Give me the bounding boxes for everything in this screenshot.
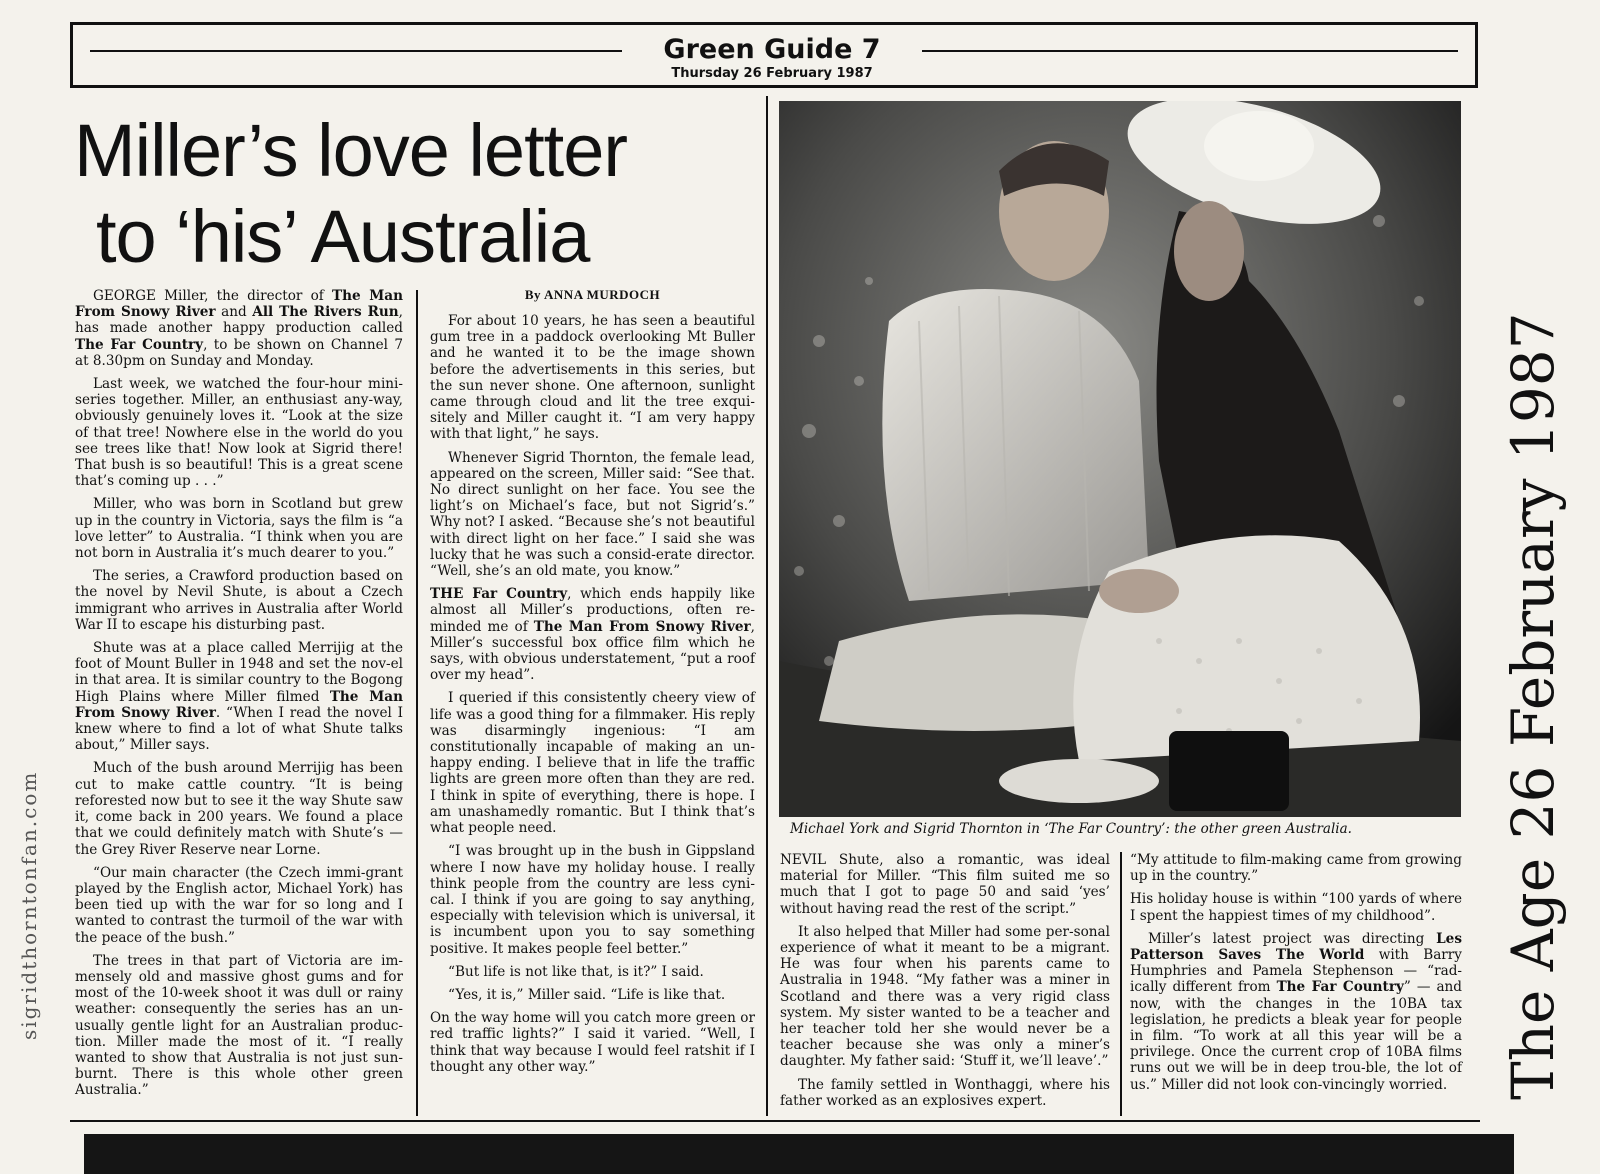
article-photo [779, 101, 1461, 817]
text-run: Whenever Sigrid Thornton, the female lead, appeared on the screen, Miller said: “See that. No direct sunlight on her face. You see the light’s on Michael’s face, but not Sigrid’s.” Why not? I asked. “Because she’s not beautiful with direct light on her face.” I said she was lucky that he was such a consid-erate director. “Well, she’s an old mate, you know.” [430, 449, 755, 580]
paragraph [780, 924, 1110, 1070]
paragraph [780, 852, 1110, 917]
issue-date: Thursday 26 February 1987 [671, 66, 873, 81]
paragraph [75, 953, 403, 1099]
paragraph [780, 1077, 1110, 1109]
paragraph [430, 987, 755, 1003]
paragraph [430, 964, 755, 980]
bold-title: The Far Country [75, 336, 204, 353]
text-run: with Barry Humphries and Pamela Stephenson — “rad-ically different from [1130, 947, 1462, 996]
photo-caption: Michael York and Sigrid Thornton in ‘The Far Country’: the other green Australia. [790, 821, 1352, 837]
text-run: Miller’s latest project was directing [1148, 930, 1437, 947]
text-run: . “When I read the novel I knew where to find a lot of what Shute talks about,” Miller says. [75, 704, 403, 754]
article-column-1 [75, 288, 403, 1106]
next-article-strip [84, 1134, 1514, 1174]
paragraph [430, 1010, 755, 1075]
text-run: Shute was at a place called Merrijig at the foot of Mount Buller in 1948 and set the nov-el in that area. It is similar country to the Bogong High Plains where Miller filmed [75, 640, 403, 705]
paragraph [430, 313, 755, 443]
bottom-rule [70, 1120, 1480, 1122]
bold-title: The Man From Snowy River [75, 288, 403, 321]
text-run: , Miller’s successful box office film which he says, with obvious understatement, “put a roof over my head”. [430, 618, 755, 684]
text-run: , has made another happy production called [75, 304, 403, 337]
bold-title: The Far Country [1276, 979, 1404, 996]
left-column-rule [416, 290, 418, 1116]
text-run: “But life is not like that, is it?” I said. [448, 963, 704, 980]
text-run: and [215, 304, 253, 321]
text-run: Last week, we watched the four-hour mini-series together. Miller, an enthusiast any-way, obviously genuinely loves it. “Look at the size of that tree! Nowhere else in the world do you see trees like that! Now look at Sigrid there! That bush is so beautiful! This is a great scene that’s coming up . . .” [75, 376, 403, 490]
side-masthead [1478, 80, 1573, 1110]
paragraph [75, 288, 403, 369]
bold-title: The Man From Snowy River [75, 688, 403, 721]
paragraph [430, 690, 755, 836]
article-column-2-wrap [430, 287, 755, 1082]
paragraph [75, 568, 403, 633]
paragraph [75, 496, 403, 561]
text-run: , which ends happily like almost all Miller’s productions, often re-minded me of [430, 586, 755, 635]
bold-title: Les Patterson Saves The World [1130, 930, 1462, 964]
text-run: On the way home will you catch more green or red traffic lights?” I said it varied. “Well, I think that way because I would feel ratshit if I thought any other way.” [430, 1010, 755, 1075]
watermark-text: sigridthorntonfan.com [17, 770, 41, 1040]
text-run: The series, a Crawford production based on the novel by Nevil Shute, is about a Czech immigrant who arrives in Australia after World War II to escape his disturbing past. [75, 568, 403, 633]
text-run: “I was brought up in the bush in Gippsland where I now have my holiday house. I really think people from the country are less cyni-cal. I think if you are going to say anything, especially with television which is universal, it is incumbent upon you to say something positive. It makes people feel better.” [430, 843, 755, 957]
text-run: Miller, who was born in Scotland but grew up in the country in Victoria, says the film is “a love letter” to Australia. “I think when you are not born in Australia it’s much dearer to you.” [75, 496, 403, 562]
text-run: His holiday house is within “100 yards of where I spent the happiest times of my childhood”. [1130, 891, 1462, 924]
side-masthead-text: The Age 26 February 1987 [1499, 312, 1567, 1100]
text-run: The family settled in Wonthaggi, where his father worked as an explosives expert. [780, 1076, 1110, 1109]
paragraph [430, 450, 755, 580]
text-run: , to be shown on Channel 7 at 8.30pm on Sunday and Monday. [75, 336, 403, 369]
article-column-4 [1130, 852, 1462, 1100]
paragraph [430, 586, 755, 683]
paragraph [1130, 891, 1462, 923]
article-column-3 [780, 852, 1110, 1116]
text-run: ” — and now, with the changes in the 10BA tax legislation, he predicts a bleak year for people in film. “To work at all this year will be a privilege. Once the current crop of 10BA films runs out we will be in deep trou-ble, the lot of us.” Miller did not look con-vincingly worried. [1130, 979, 1463, 1093]
text-run: I queried if this consistently cheery view of life was a good thing for a filmmaker. His reply was disarmingly ingenious: “I am constitutionally incapable of making an un-happy ending. I believe that in life the traffic lights are green more often than they are red. I think in spite of everything, there is hope. I am unashamedly romantic. But I think that’s what people need. [430, 690, 755, 837]
text-run: GEORGE Miller, the director of [93, 288, 333, 304]
text-run: For about 10 years, he has seen a beautiful gum tree in a paddock overlooking Mt Buller and he wanted it to be the image shown before the advertisements in this series, but the sun never shone. One afternoon, sunlight came through cloud and lit the tree exqui-sitely and Miller caught it. “I am very happy with that light,” he says. [430, 313, 755, 443]
paragraph [1130, 931, 1462, 1093]
bold-title: All The Rivers Run [252, 304, 399, 321]
bold-title: THE Far Country [430, 586, 568, 603]
paragraph [75, 760, 403, 857]
headline-line-1: Miller’s love letter [74, 109, 627, 192]
text-run: Much of the bush around Merrijig has been cut to make cattle country. “It is being reforested now but to see it the way Shute saw it, come back in 200 years. We found a place that we could definitely match with Shute’s — the Grey River Reserve near Lorne. [75, 760, 403, 858]
headline [74, 108, 774, 280]
paragraph [430, 843, 755, 956]
watermark [14, 700, 44, 1040]
paragraph [75, 376, 403, 489]
text-run: “Our main character (the Czech immi-grant played by the English actor, Michael York) has been tied up with the war for so long and I wanted to contrast the turmoil of the war with the peace of the bush.” [75, 864, 403, 946]
text-run: The trees in that part of Victoria are im-mensely old and massive ghost gums and for most of the 10-week shoot it was dull or rainy weather: consequently the series has an un-usually gentle light for an Australian produc-tion. Miller made the most of it. “I really wanted to show that Australia is not just sun-burnt. There is this whole other green Australia.” [75, 952, 403, 1099]
text-run: NEVIL Shute, also a romantic, was ideal material for Miller. “This film suited me so much that I got to page 50 and said ‘yes’ without having read the rest of the script.” [780, 852, 1110, 917]
headline-line-2: to ‘his’ Australia [96, 195, 590, 278]
byline: By ANNA MURDOCH [524, 287, 661, 302]
paragraph [75, 865, 403, 946]
photo-illustration [779, 101, 1461, 817]
center-column-rule [766, 96, 768, 1116]
paragraph [75, 640, 403, 753]
text-run: “My attitude to film-making came from growing up in the country.” [1130, 852, 1462, 885]
section-title: Green Guide 7 [622, 34, 922, 66]
right-column-rule [1120, 852, 1122, 1116]
bold-title: The Man From Snowy River [533, 618, 751, 635]
article-column-2 [430, 313, 755, 1075]
text-run: It also helped that Miller had some per-sonal experience of what it meant to be a migrant. He was four when his parents came to Australia in 1948. “My father was a miner in Scotland and there was a very rigid class system. My sister wanted to be a teacher and her teacher told her she would never be a teacher because she was only a miner’s daughter. My father said: ‘Stuff it, we’ll leave’.” [780, 923, 1110, 1070]
text-run: “Yes, it is,” Miller said. “Life is like that. [448, 986, 726, 1003]
paragraph [1130, 852, 1462, 884]
